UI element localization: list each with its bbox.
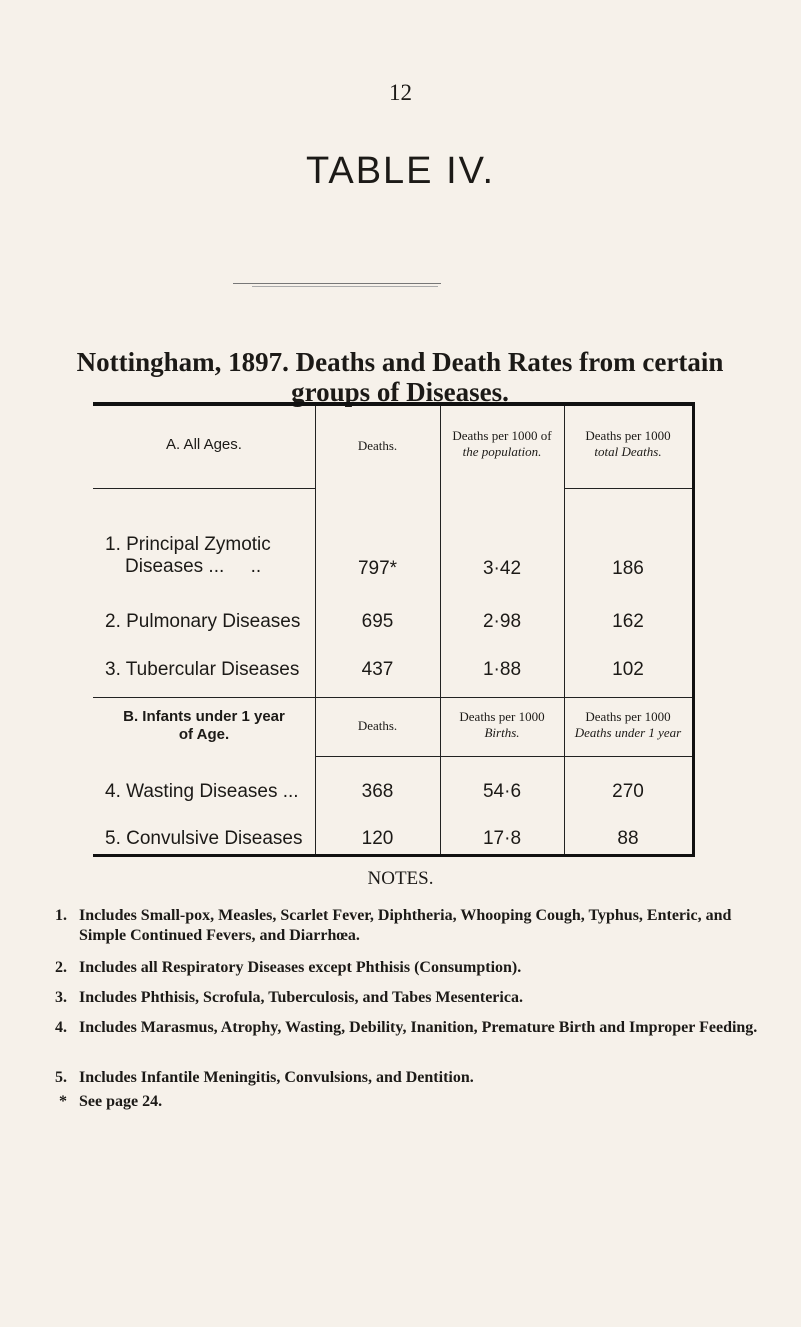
header-deaths-per-under-one: Deaths per 1000 Deaths under 1 year bbox=[574, 709, 682, 740]
header-deaths-per-population: Deaths per 1000 of the population. bbox=[452, 428, 552, 459]
row-divider bbox=[564, 488, 692, 489]
row-label-tubercular: 3. Tubercular Diseases bbox=[105, 659, 300, 680]
note-item: 3. Includes Phthisis, Scrofula, Tuberculosis, and Tabes Mesenterica. bbox=[55, 989, 523, 1006]
value-deaths: 120 bbox=[361, 828, 394, 849]
value-deaths: 437 bbox=[361, 659, 394, 680]
note-item: 4. Includes Marasmus, Atrophy, Wasting, Debility, Inanition, Premature Birth and Improper Feeding. bbox=[55, 1019, 758, 1036]
header-deaths: Deaths. bbox=[357, 438, 398, 453]
value-per-population: 3·42 bbox=[482, 558, 522, 579]
value-per-total: 162 bbox=[612, 611, 644, 632]
row-divider bbox=[315, 756, 692, 757]
header-deaths-per-total: Deaths per 1000 total Deaths. bbox=[585, 428, 671, 459]
note-item: 1. Includes Small-pox, Measles, Scarlet Fever, Diphtheria, Whooping Cough, Typhus, Enteric, and Simple Continued Fevers, and Diarrhœa. bbox=[55, 907, 732, 944]
row-label-principal-zymotic: 1. Principal Zymotic Diseases ... .. bbox=[105, 534, 271, 577]
row-label-pulmonary: 2. Pulmonary Diseases bbox=[105, 611, 301, 632]
decorative-rule bbox=[233, 283, 441, 284]
decorative-rule-secondary bbox=[252, 286, 438, 287]
section-divider bbox=[93, 697, 692, 698]
value-per-under-one: 270 bbox=[612, 781, 644, 802]
value-per-births: 17·8 bbox=[482, 828, 522, 849]
value-per-under-one: 88 bbox=[617, 828, 639, 849]
note-item: 5. Includes Infantile Meningitis, Convulsions, and Dentition. bbox=[55, 1069, 474, 1086]
header-all-ages: A. All Ages. bbox=[166, 436, 242, 453]
value-per-births: 54·6 bbox=[482, 781, 522, 802]
row-label-wasting: 4. Wasting Diseases ... bbox=[105, 781, 299, 802]
note-item: 2. Includes all Respiratory Diseases except Phthisis (Consumption). bbox=[55, 959, 522, 976]
value-per-population: 2·98 bbox=[482, 611, 522, 632]
header-infants: B. Infants under 1 year of Age. bbox=[123, 708, 285, 743]
mortality-table bbox=[93, 402, 695, 857]
header-deaths-per-births: Deaths per 1000 Births. bbox=[459, 709, 545, 740]
value-per-total: 186 bbox=[612, 558, 644, 579]
value-deaths: 368 bbox=[361, 781, 394, 802]
row-divider bbox=[93, 488, 315, 489]
value-deaths: 695 bbox=[361, 611, 394, 632]
header-deaths: Deaths. bbox=[357, 718, 398, 733]
table-heading: Nottingham, 1897. Deaths and Death Rates from certain groups of Diseases. bbox=[76, 347, 724, 407]
table-title: TABLE IV. bbox=[305, 150, 496, 192]
note-footnote: * See page 24. bbox=[59, 1093, 163, 1110]
value-deaths: 797* bbox=[357, 558, 398, 579]
notes-title: NOTES. bbox=[367, 868, 434, 889]
page-number: 12 bbox=[389, 80, 412, 105]
value-per-population: 1·88 bbox=[482, 659, 522, 680]
row-label-convulsive: 5. Convulsive Diseases bbox=[105, 828, 303, 849]
value-per-total: 102 bbox=[612, 659, 644, 680]
